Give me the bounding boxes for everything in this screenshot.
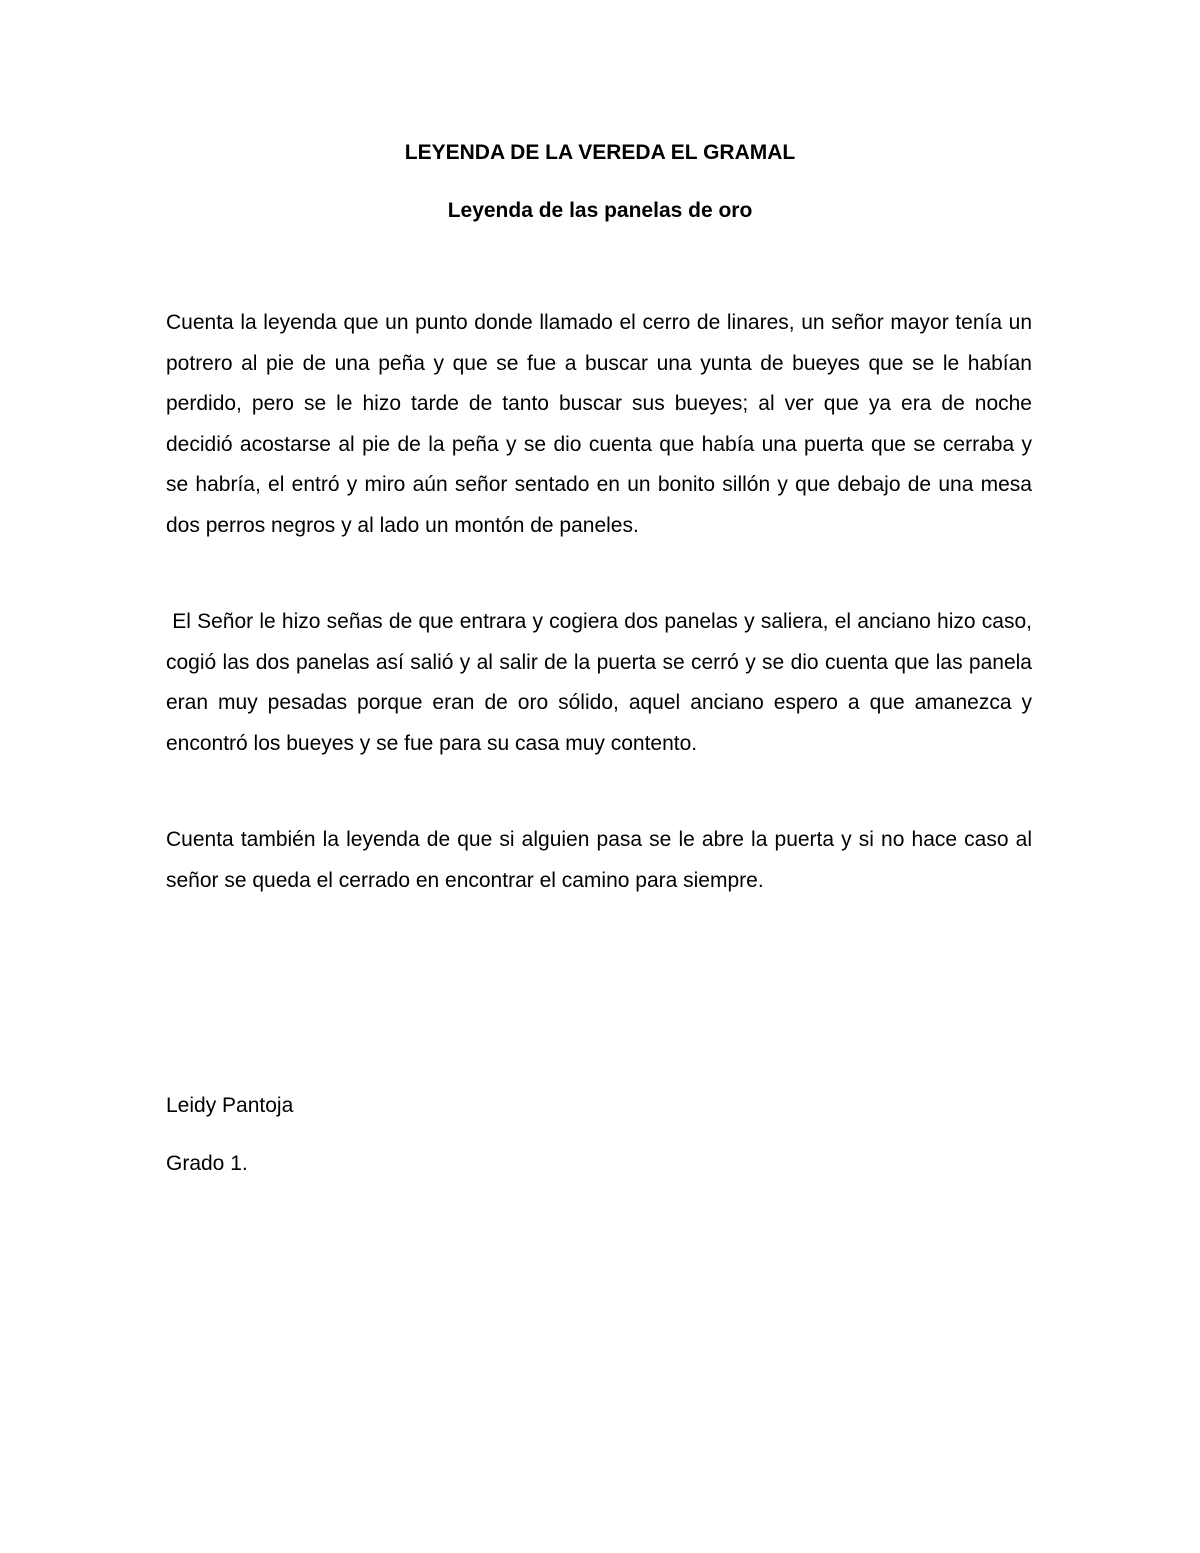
paragraph-3: Cuenta también la leyenda de que si alguien pasa se le abre la puerta y si no hace caso al señor se queda el cerrado en encontrar el camino para siempre.: [166, 828, 1032, 892]
author-name: Leidy Pantoja: [166, 1094, 294, 1117]
paragraph-2: El Señor le hizo señas de que entrara y cogiera dos panelas y saliera, el anciano hizo caso, cogió las dos panelas así salió y al salir de la puerta se cerró y se dio cuenta que las panela eran muy pesadas porque eran de oro sólido, aquel anciano espero a que amanezca y encontró los bueyes y se fue para su casa muy contento.: [166, 610, 1038, 755]
document-title: LEYENDA DE LA VEREDA EL GRAMAL: [404, 141, 796, 164]
author-grade: Grado 1.: [166, 1152, 248, 1175]
document-subtitle: Leyenda de las panelas de oro: [447, 199, 753, 222]
paragraph-1: Cuenta la leyenda que un punto donde llamado el cerro de linares, un señor mayor tenía un potrero al pie de una peña y que se fue a buscar una yunta de bueyes que se le habían perdido, pero se le hizo tarde de tanto buscar sus bueyes; al ver que ya era de noche decidió acostarse al pie de la peña y se dio cuenta que había una puerta que se cerraba y se habría, el entró y miro aún señor sentado en un bonito sillón y que debajo de una mesa dos perros negros y al lado un montón de paneles.: [166, 311, 1032, 537]
